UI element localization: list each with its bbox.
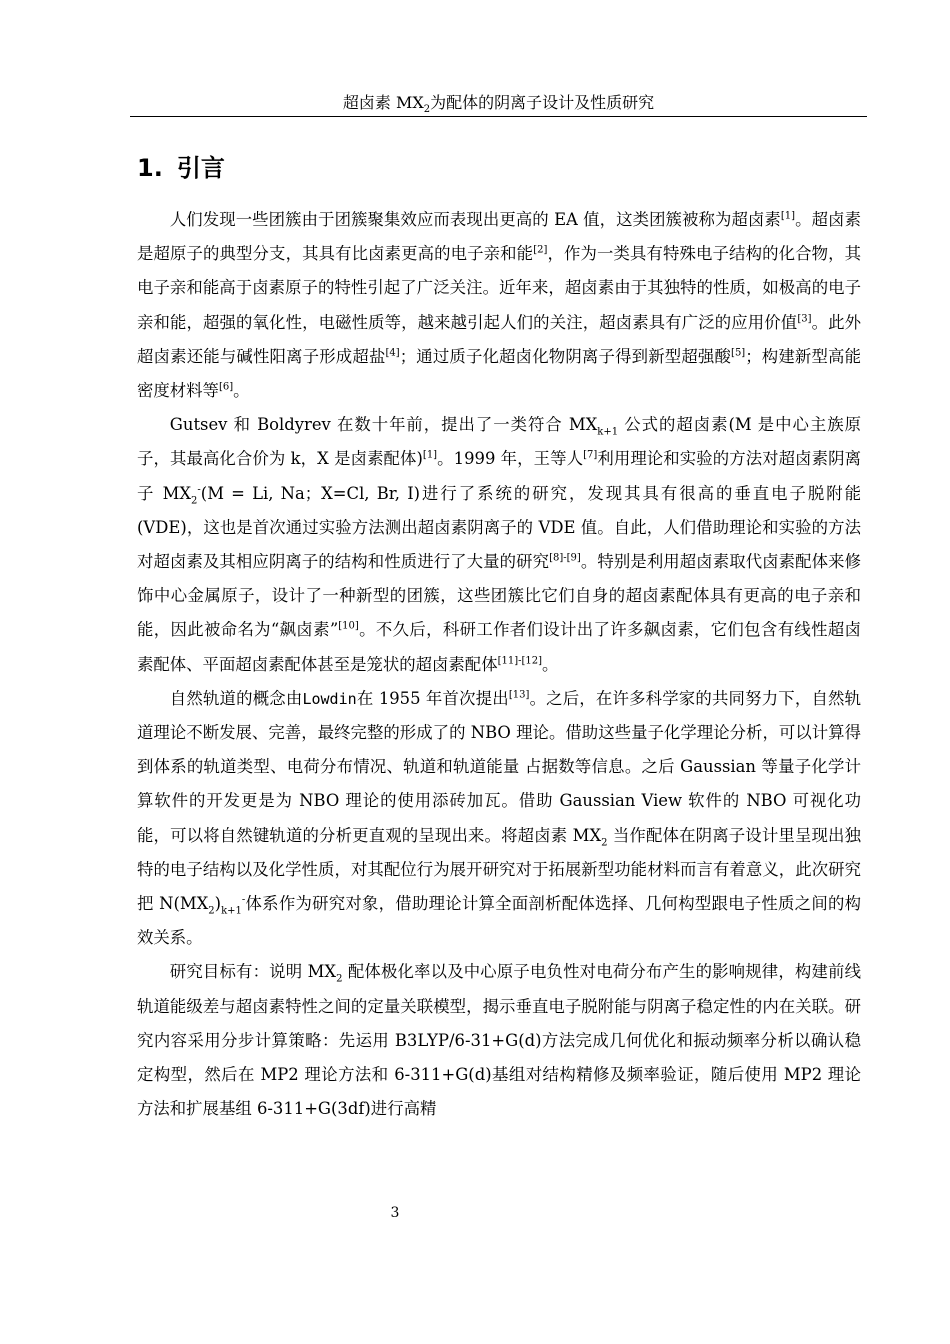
section-title: 引言 [176,154,225,182]
subscript: k+1 [221,905,242,917]
citation: [6] [218,381,234,393]
superscript: - [197,484,201,496]
citation: [4] [385,347,400,359]
paragraph-3: 自然轨道的概念由Lowdin在 1955 年首次提出[13]。之后，在许多科学家的共同努力下，自然轨道理论不断发展、完善，最终完整的形成了的 NBO 理论。借助这些量子化学理论分析，可以计算得到体系的轨道类型、电荷分布情况、轨道和轨道能量 占据数等信息。之后 Gaussian 等量子化学计算软件的开发更是为 NBO 理论的使用添砖加瓦。借助 Gaussian View 软件的 NBO 可视化功能，可以将自然键轨道的分析更直观的呈现出来。将超卤素 $MX_2$ 当作配体在阴离子设计里呈现出独特的电子结构以及化学性质，对其配位行为展开研究对于拓展新型功能材料而言有着意义，此次研究把 $N(MX_2)_{k+1}^-$体系作为研究对象，借助理论计算全面剖析配体选择、几何构型跟电子性质之间的构效关系。 [137,688,862,948]
body-text [137,203,861,1126]
citation: [1] [780,210,796,222]
paragraph-1: 人们发现一些团簇由于团簇聚集效应而表现出更高的 EA 值，这类团簇被称为超卤素[1]。超卤素是超原子的典型分支，其具有比卤素更高的电子亲和能[2]，作为一类具有特殊电子结构的化合物，其电子亲和能高于卤素原子的特性引起了广泛关注。近年来，超卤素由于其独特的性质，如极高的电子亲和能，超强的氧化性，电磁性质等，越来越引起人们的关注，超卤素具有广泛的应用价值[3]。此外超卤素还能与碱性阳离子形成超盐[4]；通过质子化超卤化物阴离子得到新型超强酸[5]；构建新型高能密度材料等[6]。 [137,210,862,401]
section-number: 1. [137,154,163,182]
superscript: - [241,894,246,906]
citation: [8]-[9] [549,552,581,564]
subscript: 2 [208,905,215,917]
citation: [5] [731,347,746,359]
citation: [11]-[12] [497,655,543,667]
subscript: k+1 [597,426,619,438]
subscript: 2 [336,973,343,985]
citation: [10] [338,620,359,632]
running-header [130,92,867,117]
name-lowdin: Lowdin [302,689,357,708]
citation: [3] [797,313,812,325]
paragraph-2: Gutsev 和 Boldyrev 在数十年前，提出了一类符合 $MX_{k+1}$ 公式的超卤素(M 是中心主族原子，其最高化合价为 k，X 是卤素配体)[1]。1999 年，王等人[7]利用理论和实验的方法对超卤素阴离子 $MX_2^-(M = Li$, Na；X=Cl, Br, I)进行了系统的研究，发现其具有很高的垂直电子脱附能(VDE)，这也是首次通过实验方法测出超卤素阴离子的 VDE 值。自此，人们借助理论和实验的方法对超卤素及其相应阴离子的结构和性质进行了大量的研究[8]-[9]。特别是利用超卤素取代卤素配体来修饰中心金属原子，设计了一种新型的团簇，这些团簇比它们自身的超卤素配体具有更高的电子亲和能，因此被命名为“飙卤素”[10]。不久后，科研工作者们设计出了许多飙卤素，它们包含有线性超卤素配体、平面超卤素配体甚至是笼状的超卤素配体[11]-[12]。 [137,415,862,674]
citation: [13] [508,689,530,701]
paragraph-4: 研究目标有：说明 $MX_2$ 配体极化率以及中心原子电负性对电荷分布产生的影响规律，构建前线轨道能级差与超卤素特性之间的定量关联模型，揭示垂直电子脱附能与阴离子稳定性的内在关联。研究内容采用分步计算策略：先运用 B3LYP/6-31+G(d)方法完成几何优化和振动频率分析以确认稳定构型，然后在 MP2 理论方法和 6-311+G(d)基组对结构精修及频率验证，随后使用 MP2 理论方法和扩展基组 6-311+G(3df)进行高精 [137,962,861,1119]
citation: [1] [422,449,438,461]
subscript: 2 [191,494,198,506]
citation: [2] [533,244,548,256]
header-text-tail: 为配体的阴离子设计及性质研究 [430,93,655,112]
header-text: 超卤素 MX [342,93,424,112]
subscript: 2 [601,836,608,848]
page-number: 3 [390,1205,400,1221]
header-subscript: 2 [423,104,431,116]
citation: [7] [583,449,598,461]
section-heading [137,148,225,183]
